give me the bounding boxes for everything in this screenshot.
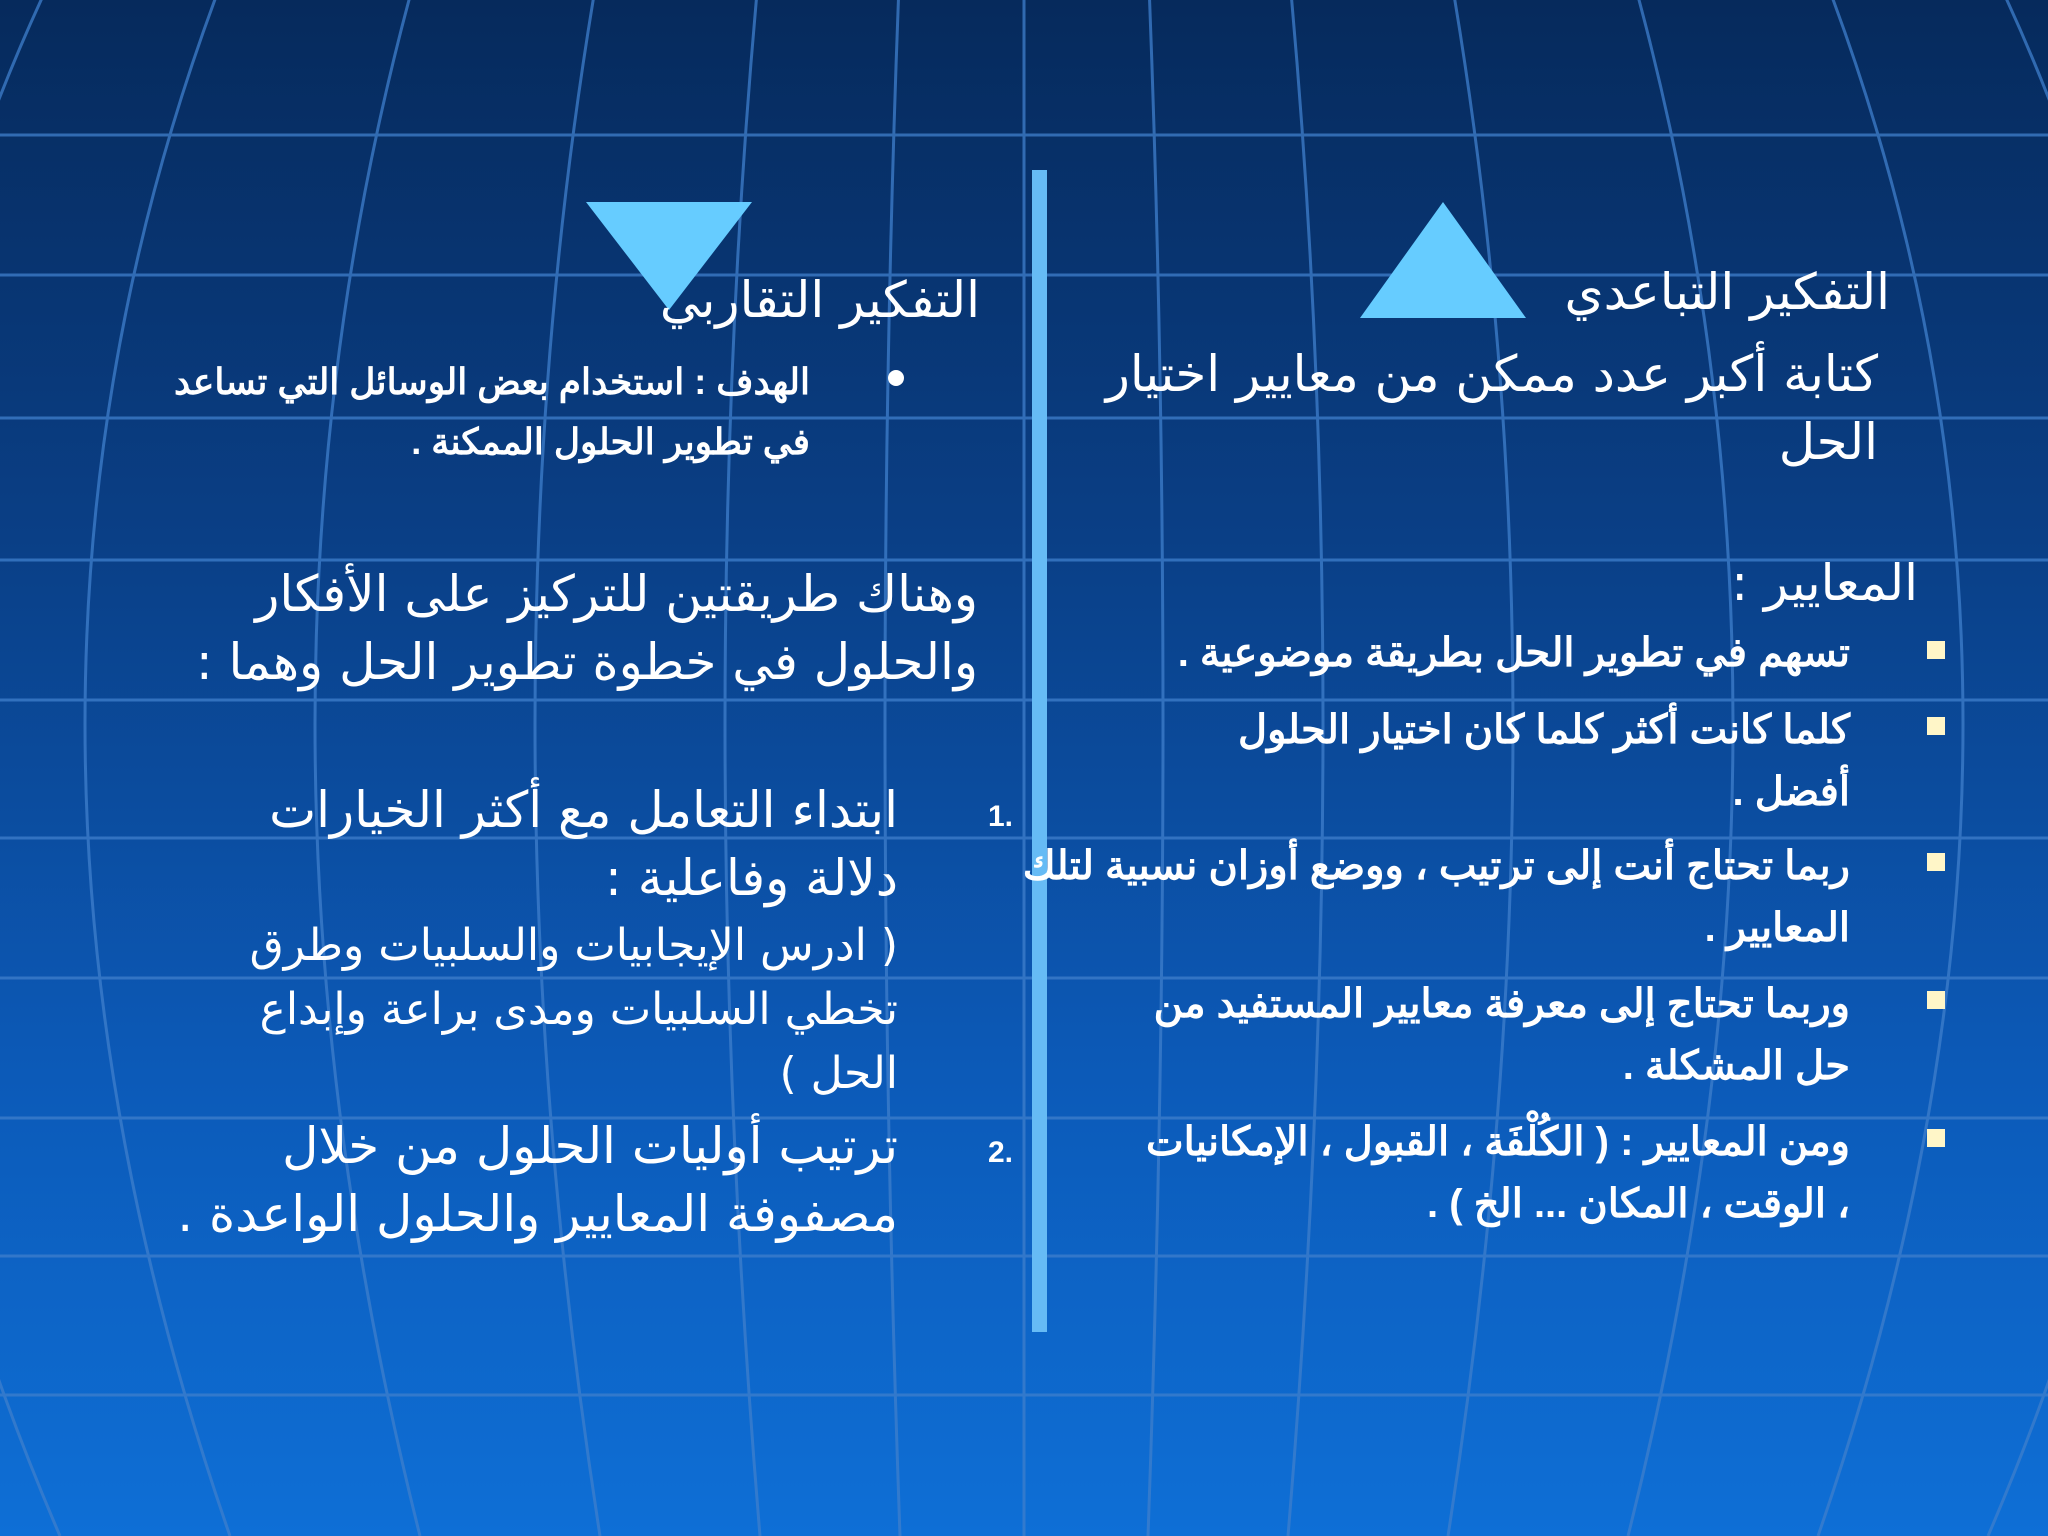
methods-intro: وهناك طريقتين للتركيز على الأفكار والحلول في خطوة تطوير الحل وهما : [195,565,978,691]
criteria-heading: المعايير : [1731,554,1918,612]
criteria-bullet-5: ومن المعايير : ( الكُلْفَة ، القبول ، الإمكانيات ، الوقت ، المكان ... الخ ) . [1145,1120,1850,1226]
bullet-square [1927,1129,1945,1147]
method-1-text: ابتداء التعامل مع أكثر الخيارات دلالة وفاعلية : [269,781,898,907]
bullet-square [1927,853,1945,871]
convergent-thinking-title: التفكير التقاربي [659,271,980,329]
convergent-goal: الهدف : استخدام بعض الوسائل التي تساعد في تطوير الحلول الممكنة . [173,361,810,462]
criteria-bullet-1: تسهم في تطوير الحل بطريقة موضوعية . [1177,631,1850,675]
bullet-dot [888,370,904,386]
bullet-square [1927,641,1945,659]
method-number-2: 2. [988,1136,1014,1169]
divergent-intro: كتابة أكبر عدد ممكن من معايير اختيار الحل [1105,345,1878,471]
method-number-1: 1. [988,800,1014,833]
criteria-bullet-2: كلما كانت أكثر كلما كان اختيار الحلول أفضل . [1238,708,1850,814]
method-1-detail: ( ادرس الإيجابيات والسلبيات وطرق تخطي السلبيات ومدى براعة وإبداع الحل ) [249,920,898,1099]
bullet-square [1927,991,1945,1009]
method-2-text: ترتيب أوليات الحلول من خلال مصفوفة المعايير والحلول الواعدة . [177,1117,898,1243]
criteria-bullet-3: ربما تحتاج أنت إلى ترتيب ، ووضع أوزان نسبية لتلك المعايير . [1022,844,1850,950]
divergent-thinking-title: التفكير التباعدي [1564,263,1890,321]
criteria-bullet-4: وربما تحتاج إلى معرفة معايير المستفيد من حل المشكلة . [1153,982,1850,1088]
bullet-square [1927,717,1945,735]
